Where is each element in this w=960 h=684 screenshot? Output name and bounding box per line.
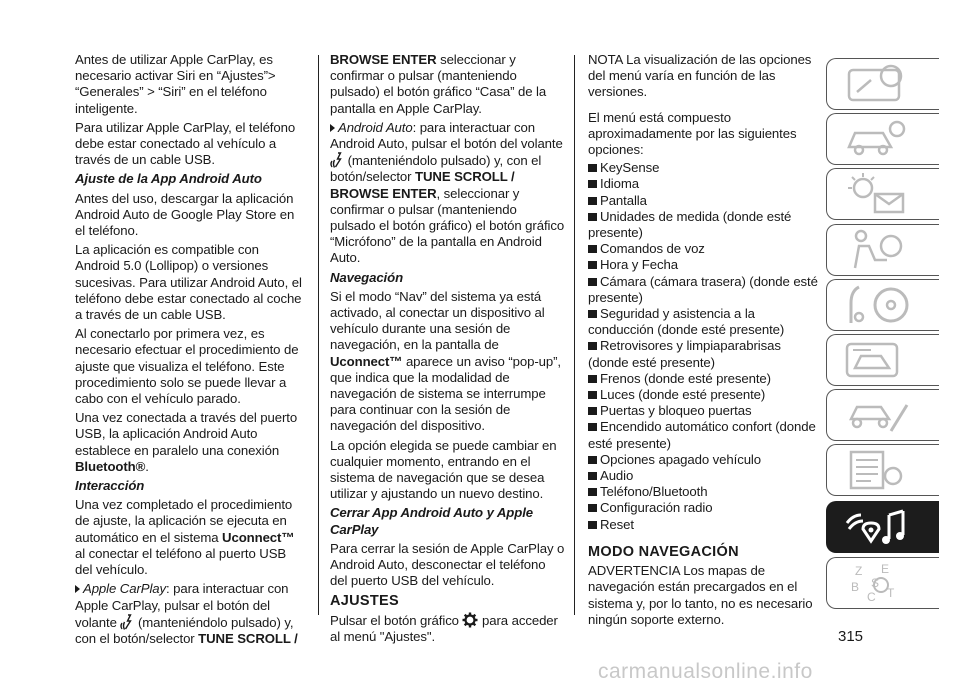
paragraph: BROWSE ENTER seleccionar y confirmar o pulsar (manteniendo pulsado) el botón gráfico “Casa” de la pantalla en Apple CarPlay. [330,52,547,116]
section-heading-cerrar: Cerrar App Android Auto y Apple CarPlay [330,505,534,537]
list-item: Idioma [588,176,820,192]
list-item: Comandos de voz [588,241,820,257]
light-envelope-icon [841,172,921,216]
dashboard-gauge-icon [841,62,921,106]
chapter-tab-safety[interactable] [826,224,939,276]
gear-icon [462,612,478,628]
paragraph: La aplicación es compatible con Android 5.0 (Lollipop) o versiones sucesivas. Para utilizar Android Auto, el teléfono debe estar conectado al coche a través de un cable USB. [75,242,302,323]
list-item: Configuración radio [588,500,820,516]
steering-wheel-icon [841,283,921,327]
square-bullet-icon [588,197,597,205]
paragraph: Para utilizar Apple CarPlay, el teléfono debe estar conectado al vehículo a través de un cable USB. [75,119,296,168]
paragraph: La opción elegida se puede cambiar en cualquier momento, entrando en el sistema de navegación que se desea utilizar y ajustando un nuevo destino. [330,437,557,502]
paragraph: Apple CarPlay: para interactuar con Apple CarPlay, pulsar el botón del volante (manteniéndolo pulsado) y, con el botón/selector TUNE SCROLL / [75,581,298,646]
car-key-icon [841,117,921,161]
paragraph: Si el modo “Nav” del sistema ya está activado, al conectar un dispositivo al vehículo durante una sesión de navegación, en la pantalla de Uconnect™ aparece un aviso “pop-up”, que indica que la modalidad de navegación de sistema se interrumpe para continuar con la sesión de navegación del dispositivo. [330,288,561,434]
square-bullet-icon [588,342,597,350]
chapter-tab-maintenance[interactable] [826,389,939,441]
list-item: KeySense [588,160,820,176]
paragraph: Para cerrar la sesión de Apple CarPlay o Android Auto, desconectar el teléfono del puerto USB del vehículo. [330,540,565,589]
list-item: Puertas y bloqueo puertas [588,403,820,419]
square-bullet-icon [588,521,597,529]
voice-command-icon [120,614,134,630]
list-item: Encendido automático confort (donde esté presente) [588,419,816,451]
index-letter: B [851,580,860,594]
index-letter: E [881,562,890,576]
paragraph: Antes de utilizar Apple CarPlay, es necesario activar Siri en “Ajustes”> “Generales” > “Siri” en el teléfono inteligente. [75,52,276,116]
list-item: Opciones apagado vehículo [588,452,820,468]
column-divider [318,55,319,615]
airbag-icon [841,228,921,272]
index-letter: Z [855,564,863,578]
index-letter: T [887,586,895,600]
paragraph: Una vez conectada a través del puerto USB, la aplicación Android Auto establece en paralelo una conexión Bluetooth®. [75,410,298,474]
list-item: Unidades de medida (donde esté presente) [588,208,792,241]
alphabetical-index-icon [841,561,921,605]
square-bullet-icon [588,472,597,480]
text-column-2 [330,52,565,648]
list-item: Reset [588,517,820,533]
list-item: Frenos (donde esté presente) [588,371,820,387]
square-bullet-icon [588,180,597,188]
list-item: Audio [588,468,820,484]
section-heading-modo-navegacion: MODO NAVEGACIÓN [588,543,739,560]
square-bullet-icon [588,278,597,286]
chapter-tab-dashboard[interactable] [826,58,939,110]
note-paragraph: NOTA La visualización de las opciones del menú varía en función de las versiones. [588,52,812,100]
square-bullet-icon [588,423,597,431]
page-number: 315 [838,628,864,645]
square-bullet-icon [588,391,597,399]
square-bullet-icon [588,456,597,464]
arrow-bullet-icon [330,124,335,132]
car-crash-icon [841,338,921,382]
chapter-tab-driving[interactable] [826,279,939,331]
square-bullet-icon [588,504,597,512]
chapter-tab-technical-data[interactable] [826,444,939,496]
paragraph: Antes del uso, descargar la aplicación Android Auto de Google Play Store en el teléfono. [75,190,295,239]
square-bullet-icon [588,245,597,253]
settings-options-list [588,160,820,533]
square-bullet-icon [588,164,597,172]
section-heading-ajustes: AJUSTES [330,592,399,609]
square-bullet-icon [588,261,597,269]
square-bullet-icon [588,310,597,318]
chapter-tab-emergency[interactable] [826,334,939,386]
chapter-tab-warning-lights[interactable] [826,168,939,220]
warning-paragraph: ADVERTENCIA Los mapas de navegación están precargados en el sistema y, por lo tanto, no es necesario ningún soporte externo. [588,563,813,627]
square-bullet-icon [588,407,597,415]
square-bullet-icon [588,375,597,383]
paragraph: Al conectarlo por primera vez, es necesario efectuar el procedimiento de ajuste que visualiza el teléfono. Este procedimiento solo se puede llevar a cabo con el vehículo parado. [75,326,299,407]
paragraph: El menú está compuesto aproximadamente por las siguientes opciones: [588,109,797,158]
chapter-tab-multimedia[interactable] [826,501,939,553]
list-item: Luces (donde esté presente) [588,387,820,403]
paragraph: Una vez completado el procedimiento de ajuste, la aplicación se ejecuta en automático en el sistema Uconnect™ al conectar el teléfono al puerto USB del vehículo. [75,497,295,578]
watermark: carmanualsonline.info [598,660,813,683]
text-column-1 [75,52,305,650]
voice-command-icon [330,152,344,168]
multimedia-music-icon [841,505,921,549]
list-item: Cámara (cámara trasera) (donde esté presente) [588,273,818,305]
arrow-bullet-icon [75,585,80,593]
column-divider [574,55,575,615]
wrench-car-icon [841,393,921,437]
paragraph: Android Auto: para interactuar con Android Auto, pulsar el botón del volante (manteniéndolo pulsado) y, con el botón/selector TUNE SCROLL / BROWSE ENTER, seleccionar y confirmar o pulsar (manteniendo pulsado el botón gráfico) el botón gráfico “Micrófono” de la pantalla en Android Auto. [330,119,565,266]
list-item: Pantalla [588,193,820,209]
index-letter: S [871,576,880,590]
list-item: Retrovisores y limpiaparabrisas (donde esté presente) [588,338,781,370]
list-item: Seguridad y asistencia a la conducción (donde esté presente) [588,306,785,338]
section-heading-interaccion: Interacción [75,478,145,494]
document-list-icon [841,448,921,492]
chapter-tab-index[interactable] [826,557,939,609]
paragraph: Pulsar el botón gráfico para acceder al menú "Ajustes". [330,612,558,644]
chapter-tab-vehicle[interactable] [826,113,939,165]
list-item: Hora y Fecha [588,257,820,273]
section-heading-android-auto: Ajuste de la App Android Auto [75,171,262,187]
list-item: Teléfono/Bluetooth [588,484,820,500]
index-letter: C [867,590,876,604]
section-heading-navegacion: Navegación [330,269,404,285]
square-bullet-icon [588,213,597,221]
square-bullet-icon [588,488,597,496]
text-column-3 [588,52,820,631]
